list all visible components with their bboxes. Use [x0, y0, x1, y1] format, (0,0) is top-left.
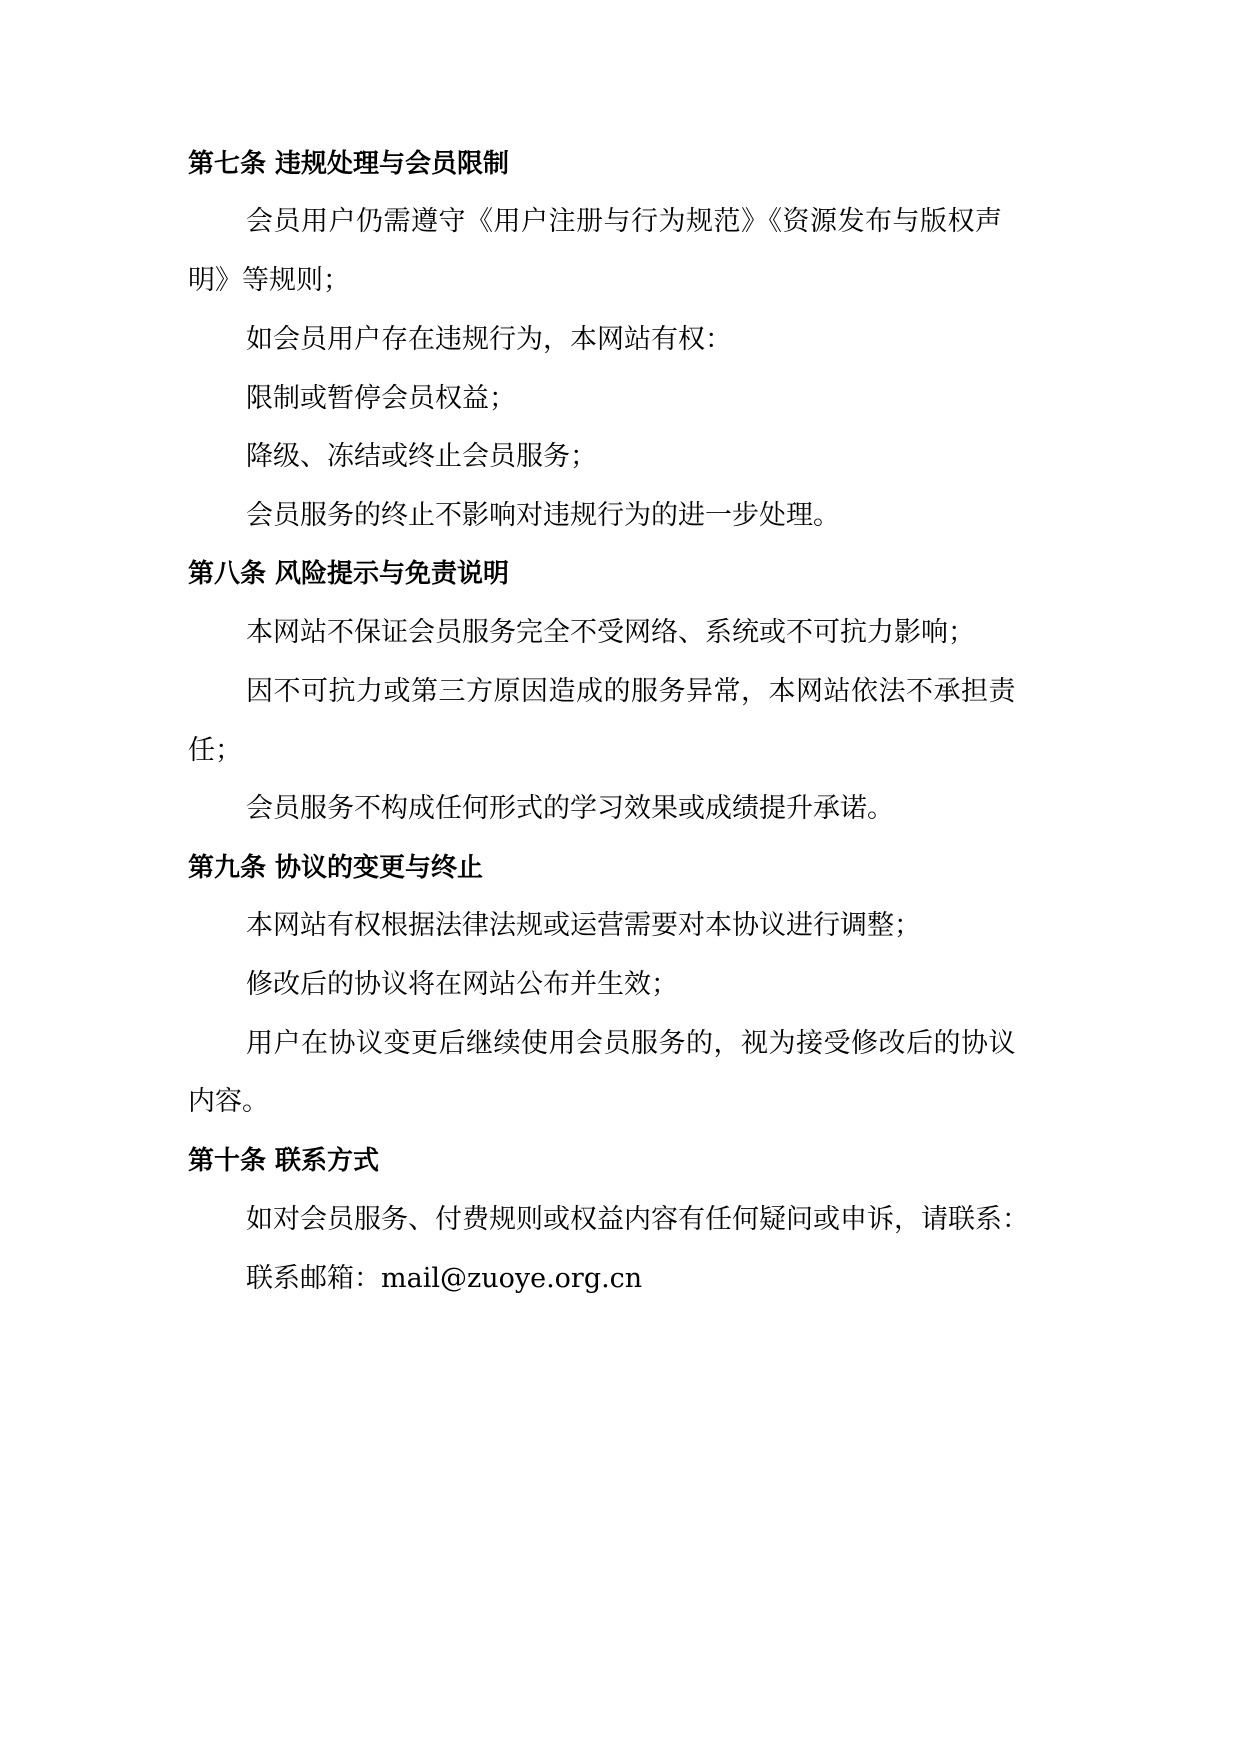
section-9-line-4: 内容。: [188, 1086, 269, 1117]
section-7-line-5: 降级、冻结或终止会员服务；: [246, 441, 597, 472]
section-8-line-1: 本网站不保证会员服务完全不受网络、系统或不可抗力影响；: [246, 617, 975, 648]
section-7-line-6: 会员服务的终止不影响对违规行为的进一步处理。: [246, 500, 840, 531]
section-7-line-4: 限制或暂停会员权益；: [246, 383, 516, 414]
section-9-line-2: 修改后的协议将在网站公布并生效；: [246, 969, 678, 1000]
section-10-title: 第十条 联系方式: [188, 1146, 380, 1176]
section-8-line-3: 任；: [188, 735, 242, 766]
section-9-title: 第九条 协议的变更与终止: [188, 853, 484, 883]
contact-email: 联系邮箱：mail@zuoye.org.cn: [246, 1263, 643, 1294]
section-9-line-1: 本网站有权根据法律法规或运营需要对本协议进行调整；: [246, 910, 921, 941]
section-8-line-4: 会员服务不构成任何形式的学习效果或成绩提升承诺。: [246, 793, 894, 824]
section-8-line-2: 因不可抗力或第三方原因造成的服务异常，本网站依法不承担责: [246, 676, 1016, 707]
section-7-line-2: 明》等规则；: [188, 265, 350, 296]
section-7-title: 第七条 违规处理与会员限制: [188, 149, 510, 179]
section-7-line-3: 如会员用户存在违规行为，本网站有权：: [246, 324, 732, 355]
section-10-line-1: 如对会员服务、付费规则或权益内容有任何疑问或申诉，请联系：: [246, 1204, 1029, 1235]
section-9-line-3: 用户在协议变更后继续使用会员服务的，视为接受修改后的协议: [246, 1028, 1016, 1059]
section-7-line-1: 会员用户仍需遵守《用户注册与行为规范》《资源发布与版权声: [246, 206, 1003, 237]
section-8-title: 第八条 风险提示与免责说明: [188, 559, 510, 589]
